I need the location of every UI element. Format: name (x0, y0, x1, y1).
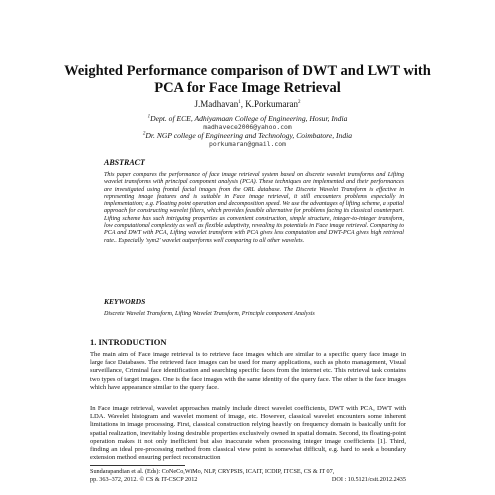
intro-paragraph-2: In Face image retrieval, wavelet approaches mainly include direct wavelet coefficients, DWT with PCA, DWT with LDA. Wavelet histogram and wavelet moment of image, etc. However, classical wavelet encounters some inherent limitations in image processing. First, classical construction relying heavily on frequency domain is basically unfit for spatial realization, inevitably losing desirable properties exclusively owned in spatial domain. Second, its floating-point operation makes it not only inefficient but also inaccurate when processing integer image coefficients [1]. Third, finding an ideal pre-processing method from classical view point is somewhat difficult, e.g. hard to seek a boundary extension method ensuring perfect reconstruction (90, 405, 406, 462)
keywords-heading: KEYWORDS (104, 297, 146, 306)
affiliation-mark: 1 (147, 114, 151, 120)
footer-pages-row (90, 476, 406, 484)
affiliation-text: Dr. NGP college of Engineering and Technology, Coimbatore, India (145, 131, 353, 140)
affiliation-2 (0, 131, 495, 140)
affiliation-text: Dept. of ECE, Adhiyamaan College of Engineering, Hosur, India (150, 114, 348, 123)
footer-citation: Sundarapandian et al. (Eds): CoNeCo,WiMo, NLP, CRYPSIS, ICAIT, ICDIP, ITCSE, CS & IT 07, (90, 468, 335, 475)
author-email-1: madhavece2006@yahoo.com (203, 123, 292, 131)
intro-paragraph-1: The main aim of Face image retrieval is to retrieve face images which are similar to a specific query face image in large face Databases. The retrieved face images can be used for many applications, such as photo management, Visual surveillance, Criminal face identification and searching specific faces from the internet etc. This retrieval task contains two types of target images. One is the face images with the same identity of the query face. The other is the face images which have appearance similar to the query face. (90, 351, 406, 391)
keywords-text: Discrete Wavelet Transform, Lifting Wavelet Transform, Principle component Analysis (104, 311, 315, 317)
affiliation-1 (0, 114, 495, 123)
footer-pages: pp. 363–372, 2012. © CS & IT-CSCP 2012 (90, 476, 198, 483)
abstract-text: This paper compares the performance of face image retrieval system based on discrete wavelet transforms and Lifting wavelet transforms with principal component analysis (PCA). These techniques are implemented and their performances are investigated using frontal facial images from the ORL database. The Discrete Wavelet Transform is effective in representing image features and is suitable in Face image retrieval, it still encounters problems especially in implementation; e.g. Floating point operation and decomposition speed. We use the advantages of lifting scheme, a spatial approach for constructing wavelet filters, which provides feasible alternative for problems facing its classical counterpart. Lifting scheme has such intriguing properties as convenient construction, simple structure, integer-to-integer transform, low computational complexity as well as flexible adaptivity, revealing its potentials in Face image retrieval. Comparing to PCA and DWT with PCA, Lifting wavelet transform with PCA gives less computation and DWT-PCA gives high retrieval rate.. Especially 'sym2' wavelet outperforms well comparing to all other wavelets. (104, 172, 404, 244)
affiliation-mark: 2 (142, 131, 146, 137)
abstract-heading: ABSTRACT (104, 158, 145, 167)
section-heading-introduction: 1. INTRODUCTION (90, 337, 167, 347)
author-affiliation-mark: 1 (238, 100, 241, 105)
footer-doi: DOI : 10.5121/csit.2012.2435 (331, 476, 406, 483)
footnote-divider (90, 465, 185, 466)
author-affiliation-mark: 2 (298, 100, 301, 105)
author-name: K.Porkumaran (245, 99, 298, 109)
author-separator: , (240, 99, 246, 109)
author-email-2: porkumaran@gmail.com (209, 140, 286, 148)
paper-title: Weighted Performance comparison of DWT and LWT with PCA for Face Image Retrieval (64, 63, 431, 96)
author-list (0, 99, 495, 109)
author-name: J.Madhavan (194, 99, 239, 109)
